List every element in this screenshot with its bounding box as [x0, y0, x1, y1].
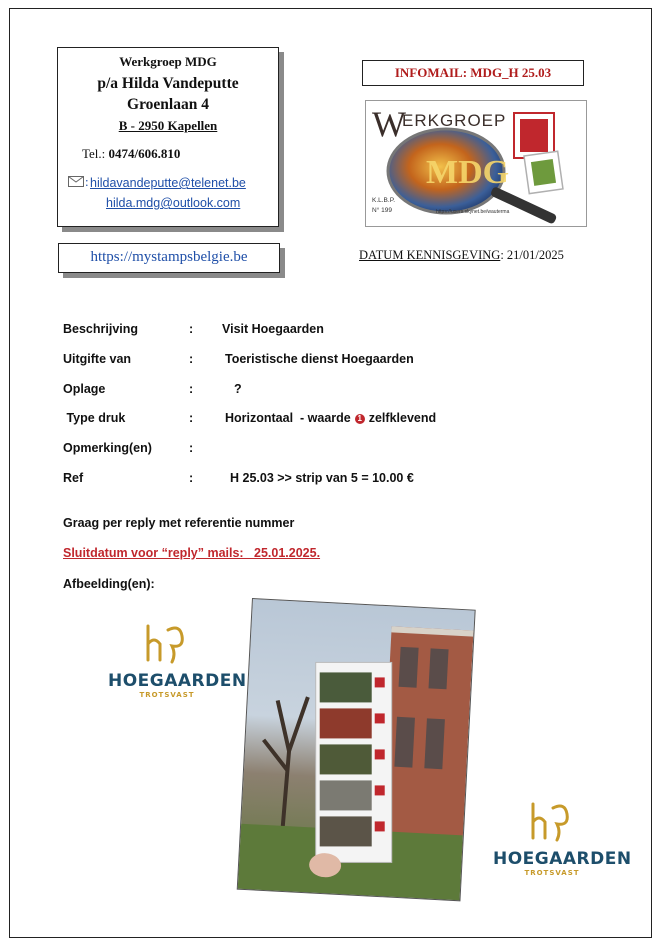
address-org: Werkgroep MDG	[119, 54, 217, 69]
field-sep: :	[189, 322, 194, 336]
images-heading: Afbeelding(en):	[63, 577, 155, 591]
hoegaarden-sub: TROTSVAST	[139, 691, 195, 699]
infomail-reference: INFOMAIL: MDG_H 25.03	[362, 60, 584, 86]
field-sep: :	[189, 471, 194, 485]
envelope-icon	[68, 176, 84, 187]
field-label: Type druk	[63, 411, 126, 425]
hoegaarden-emblem-icon	[142, 622, 192, 666]
field-label: Opmerking(en)	[63, 441, 152, 455]
type-druk-before: Horizontaal - waarde	[225, 411, 351, 425]
email-colon: :	[85, 174, 89, 189]
type-druk-after: zelfklevend	[368, 411, 437, 425]
field-sep: :	[189, 382, 194, 396]
field-label: Oplage	[63, 382, 106, 396]
telephone	[82, 146, 180, 162]
website-link[interactable]: https://mystampsbelgie.be	[58, 243, 280, 273]
closing-date: Sluitdatum voor “reply” mails: 25.01.2025.	[63, 546, 321, 560]
value-badge: 1	[355, 414, 365, 424]
reply-instruction: Graag per reply met referentie nummer	[63, 516, 295, 530]
hoegaarden-sub: TROTSVAST	[524, 869, 580, 877]
stamp-strip-photo	[237, 598, 476, 901]
address-street: Groenlaan 4	[127, 96, 209, 113]
svg-text:MDG: MDG	[426, 154, 510, 191]
datum-value: : 21/01/2025	[500, 248, 564, 262]
logo-initial: W	[372, 104, 406, 144]
tel-value: 0474/606.810	[108, 146, 181, 161]
field-sep: :	[189, 352, 194, 366]
field-value: Visit Hoegaarden	[222, 322, 324, 336]
field-label: Uitgifte van	[63, 352, 132, 366]
logo-url: https://users.skynet.be/wauterma	[436, 209, 510, 215]
datum-label: DATUM KENNISGEVING	[359, 248, 501, 262]
field-value	[225, 411, 436, 425]
tel-label: Tel.:	[82, 146, 106, 161]
hoegaarden-emblem-icon	[527, 800, 577, 844]
hoegaarden-word: HOEGAARDEN	[108, 671, 247, 691]
field-sep: :	[189, 411, 194, 425]
address-contact: p/a Hilda Vandeputte	[97, 75, 239, 92]
notification-date	[359, 248, 564, 263]
hoegaarden-logo-left	[108, 622, 247, 699]
field-label: Ref	[63, 471, 84, 485]
address-box	[57, 47, 279, 227]
email-link-1[interactable]: hildavandeputte@telenet.be	[90, 176, 246, 190]
hoegaarden-word: HOEGAARDEN	[493, 849, 632, 869]
field-sep: :	[189, 441, 194, 455]
logo-number: N° 199	[372, 207, 392, 214]
field-value: H 25.03 >> strip van 5 = 10.00 €	[230, 471, 414, 485]
logo-word: ERKGROEP	[402, 111, 507, 130]
photo-scene	[238, 599, 475, 900]
field-value: Toeristische dienst Hoegaarden	[225, 352, 414, 366]
werkgroep-mdg-logo	[365, 100, 587, 227]
email-link-2[interactable]: hilda.mdg@outlook.com	[106, 196, 241, 210]
field-value: ?	[234, 382, 242, 396]
logo-klbp: K.L.B.P.	[372, 197, 396, 204]
field-label: Beschrijving	[63, 322, 139, 336]
address-city: B - 2950 Kapellen	[118, 118, 218, 133]
hoegaarden-logo-right	[493, 800, 632, 877]
